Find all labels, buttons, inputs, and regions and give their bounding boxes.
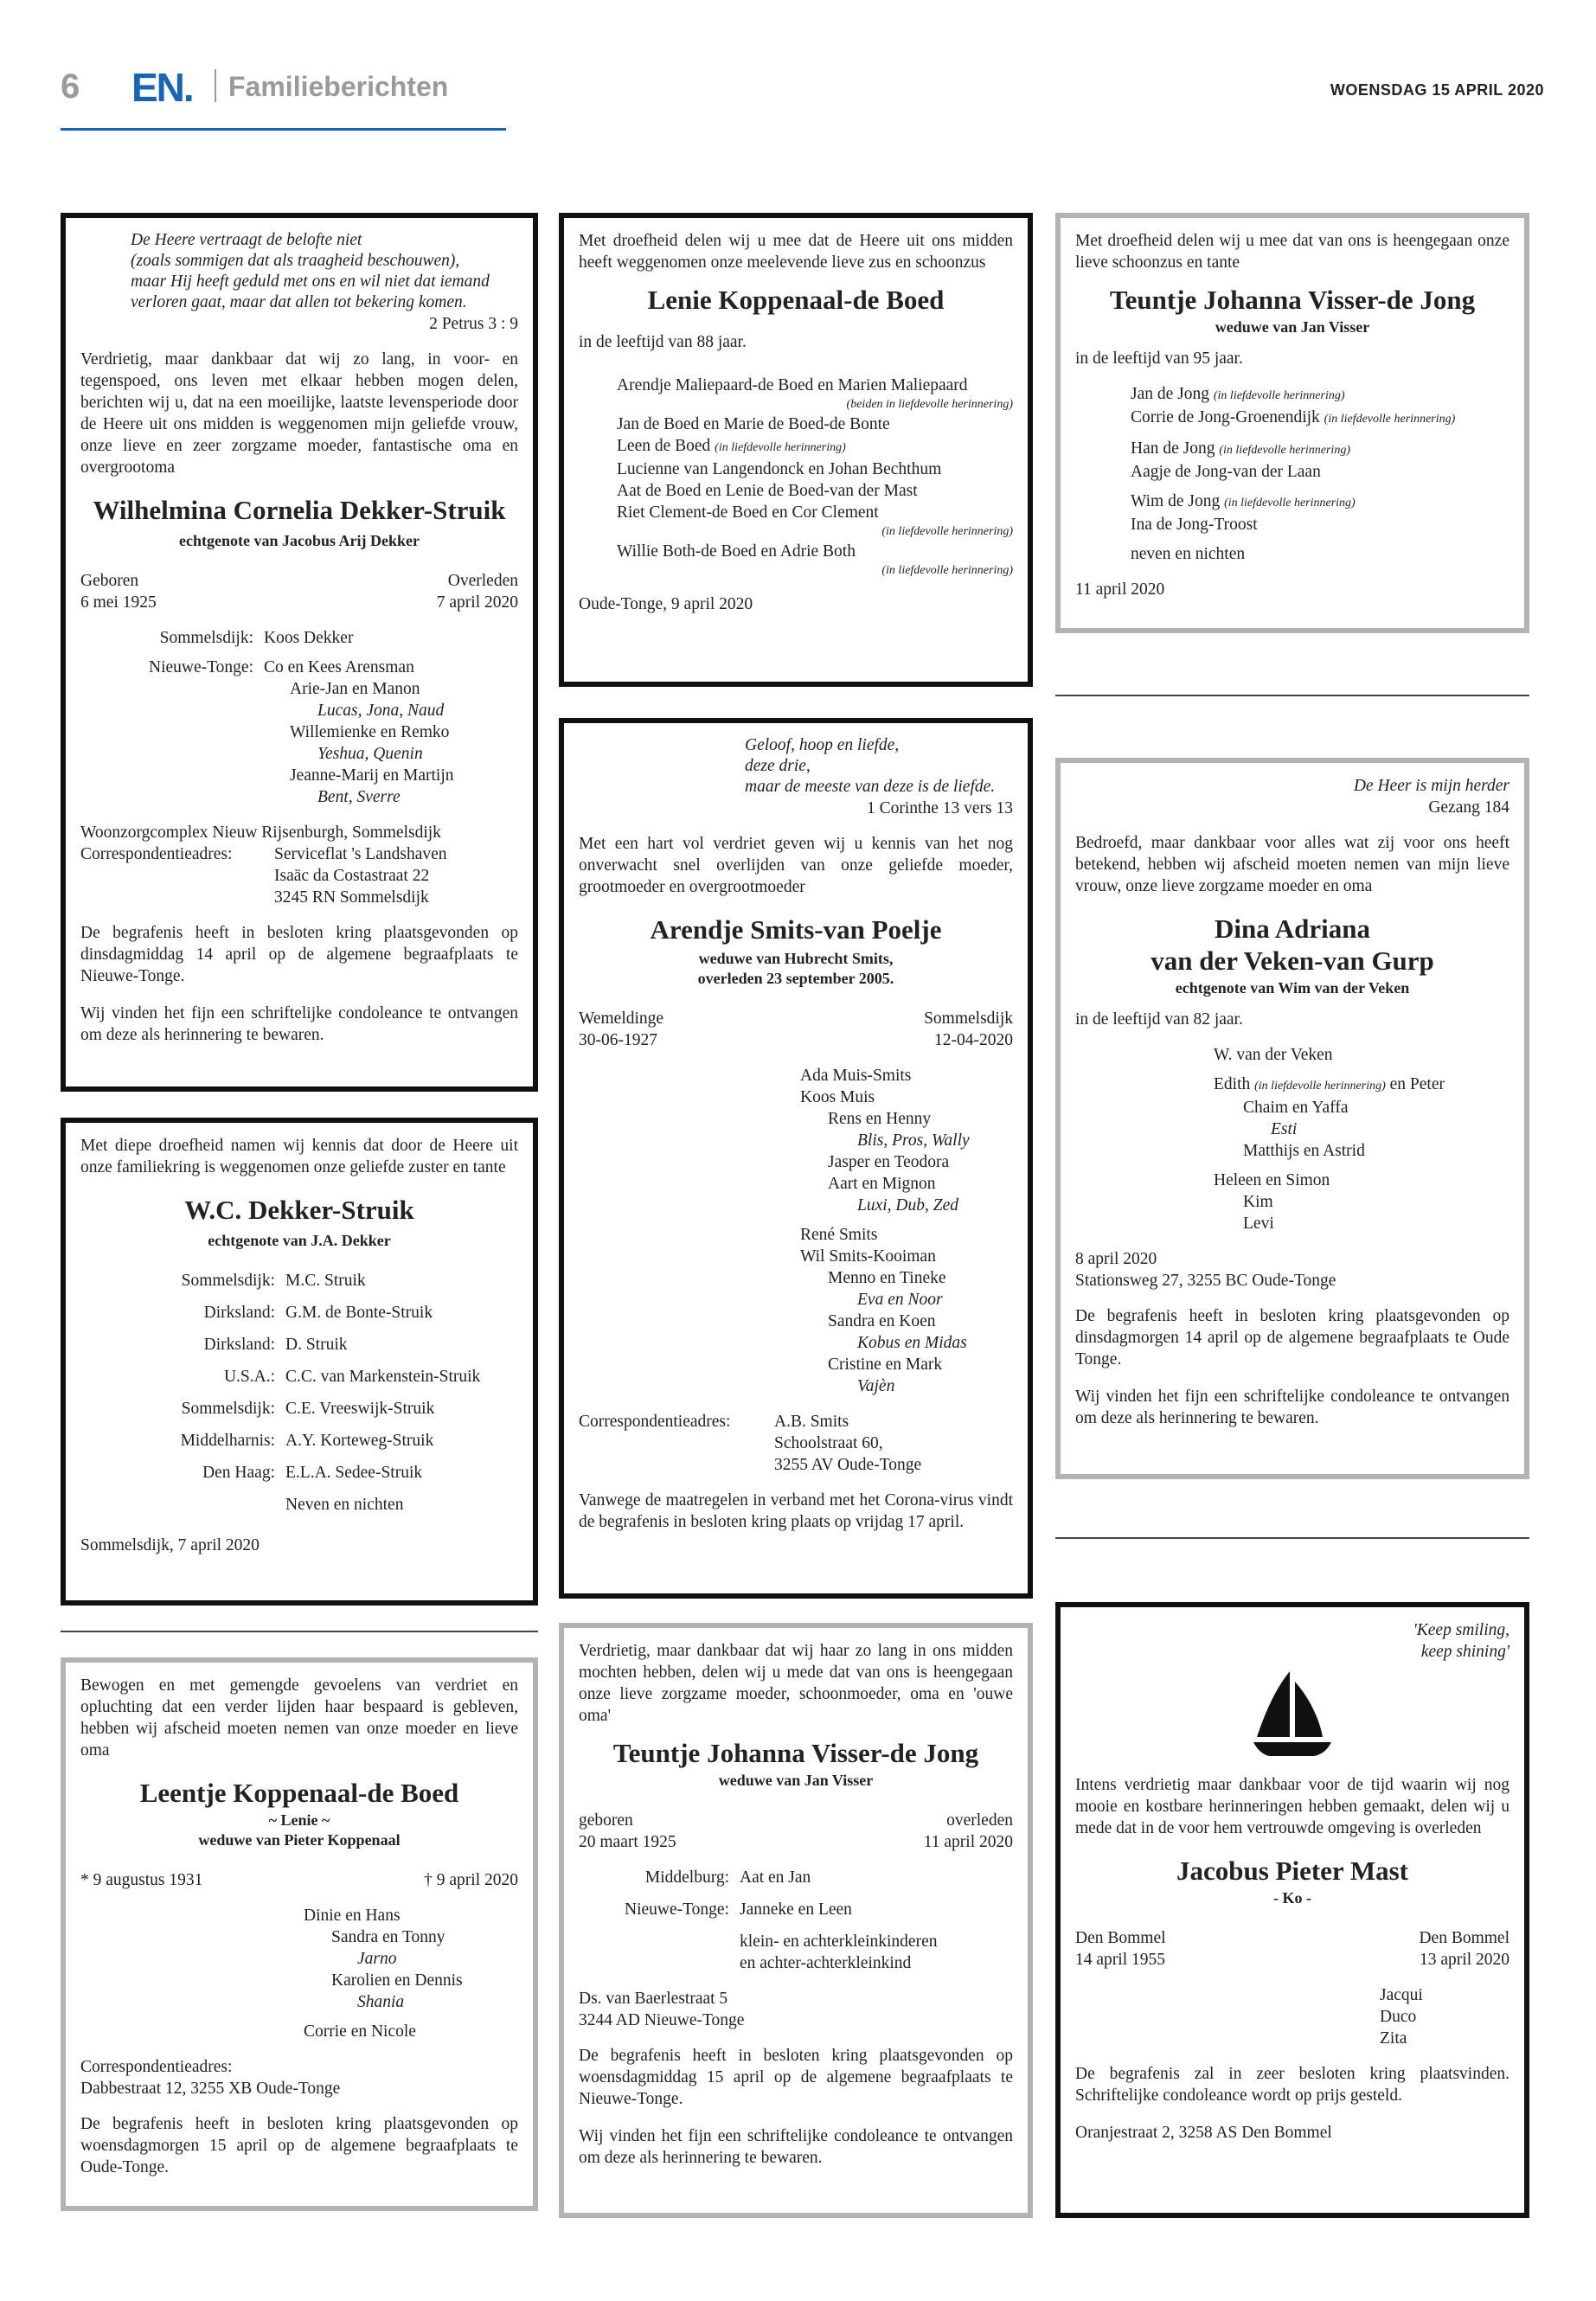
family-member: Yeshua, Quenin bbox=[317, 745, 423, 763]
spouse-line: echtgenote van J.A. Dekker bbox=[208, 1232, 391, 1249]
closing-line: Sommelsdijk, 7 april 2020 bbox=[80, 1536, 260, 1554]
family-member: Kim bbox=[1243, 1193, 1273, 1211]
deceased-surname: van der Veken-van Gurp bbox=[1151, 945, 1434, 976]
issue-date: WOENSDAG 15 APRIL 2020 bbox=[1330, 81, 1544, 99]
memorial-note: (beiden in liefdevolle herinnering) bbox=[846, 398, 1013, 411]
family-member: Bent, Sverre bbox=[317, 788, 401, 806]
address-line: 3255 AV Oude-Tonge bbox=[774, 1456, 922, 1474]
family-member bbox=[1131, 407, 1509, 430]
born-date: 14 april 1955 bbox=[1075, 1951, 1165, 1969]
quote-line: (zoals sommigen dat als traagheid beschouwen), bbox=[131, 252, 460, 270]
quote-reference: Gezang 184 bbox=[1428, 798, 1509, 817]
memorial-note: (in liefdevolle herinnering) bbox=[1254, 1080, 1386, 1093]
section-title: Familieberichten bbox=[228, 71, 449, 102]
obituary-teuntje-visser-inlaws bbox=[1055, 213, 1529, 633]
family-place: U.S.A.: bbox=[223, 1368, 275, 1386]
family-member: G.M. de Bonte-Struik bbox=[285, 1304, 433, 1322]
family-member: Luxi, Dub, Zed bbox=[857, 1196, 958, 1215]
address-line: A.B. Smits bbox=[774, 1413, 849, 1431]
sailboat-icon bbox=[1075, 1666, 1509, 1767]
family-list bbox=[1075, 1044, 1509, 1234]
family-list bbox=[80, 627, 518, 808]
family-member: Ada Muis-Smits bbox=[800, 1067, 912, 1085]
family-member: E.L.A. Sedee-Struik bbox=[285, 1464, 423, 1482]
address-line: Serviceflat 's Landshaven bbox=[274, 845, 447, 863]
correspondence-address: Dabbestraat 12, 3255 XB Oude-Tonge bbox=[80, 2080, 341, 2098]
intro-text: Bedroefd, maar dankbaar voor alles wat zij voor ons heeft betekend, hebben wij afscheid moeten nemen van mijn lieve vrouw, onze lieve zorgzame moeder en oma bbox=[1075, 834, 1509, 895]
bible-quote bbox=[579, 735, 1013, 798]
bible-quote bbox=[80, 230, 518, 313]
family-member: Chaim en Yaffa bbox=[1243, 1099, 1349, 1117]
family-member: René Smits bbox=[800, 1226, 878, 1244]
family-member: Wil Smits-Kooiman bbox=[800, 1247, 936, 1266]
quote-line: verloren gaat, maar dat allen tot bekering komen. bbox=[131, 293, 467, 311]
memorial-note: (in liefdevolle herinnering) bbox=[881, 564, 1013, 577]
died-label: overleden bbox=[946, 1811, 1013, 1830]
life-dates bbox=[80, 570, 518, 613]
family-member: Zita bbox=[1380, 2029, 1407, 2048]
page-header bbox=[61, 61, 1544, 138]
condolence-note: Wij vinden het fijn een schriftelijke condoleance te ontvangen om deze als herinnering te bewaren. bbox=[80, 1004, 518, 1044]
family-member: A.Y. Korteweg-Struik bbox=[285, 1432, 434, 1450]
born-date: 6 mei 1925 bbox=[80, 593, 157, 612]
memorial-note: (in liefdevolle herinnering) bbox=[1324, 413, 1456, 426]
died-label: Overleden bbox=[447, 572, 518, 590]
address-line: Schoolstraat 60, bbox=[774, 1434, 883, 1452]
age-line: in de leeftijd van 88 jaar. bbox=[579, 333, 747, 351]
family-member: Heleen en Simon bbox=[1214, 1171, 1330, 1189]
family-member-name: Wim de Jong bbox=[1131, 492, 1221, 510]
obituary-wilhelmina-dekker-struik bbox=[61, 213, 538, 1092]
family-member: Kobus en Midas bbox=[857, 1334, 967, 1352]
deceased-name: Lenie Koppenaal-de Boed bbox=[647, 285, 945, 315]
family-member: Lucienne van Langendonck en Johan Bechthum bbox=[617, 460, 942, 478]
newspaper-logo[interactable]: EN. bbox=[131, 65, 193, 110]
date-line: 8 april 2020 bbox=[1075, 1250, 1157, 1268]
family-member: Aagje de Jong-van der Laan bbox=[1131, 463, 1321, 481]
family-member: Aat en Jan bbox=[740, 1868, 811, 1887]
deceased-name: Dina Adriana bbox=[1214, 913, 1371, 944]
header-rule bbox=[61, 128, 506, 131]
family-member: Menno en Tineke bbox=[828, 1269, 946, 1287]
quote bbox=[1075, 1619, 1509, 1663]
intro-text: Met een hart vol verdriet geven wij u kennis van het nog onverwacht snel overlijden van onze geliefde moeder, grootmoeder en overgrootmoeder bbox=[579, 835, 1013, 896]
spouse-line: weduwe van Hubrecht Smits, bbox=[698, 950, 894, 967]
family-member: Sandra en Tonny bbox=[331, 1928, 445, 1946]
family-place: Dirksland: bbox=[203, 1336, 275, 1354]
column-separator bbox=[61, 1631, 538, 1632]
family-list bbox=[579, 1867, 1013, 1974]
obituary-wc-dekker-struik bbox=[61, 1118, 538, 1606]
quote-line: maar Hij heeft geduld met ons en wil niet dat iemand bbox=[131, 272, 490, 291]
deceased-name: Teuntje Johanna Visser-de Jong bbox=[1109, 285, 1476, 315]
family-member: Arendje Maliepaard-de Boed en Marien Maliepaard bbox=[617, 376, 968, 394]
family-list bbox=[579, 375, 1013, 580]
family-member: Koos Dekker bbox=[264, 629, 354, 647]
page-number: 6 bbox=[61, 67, 80, 106]
correspondence-label: Correspondentieadres: bbox=[579, 1413, 731, 1431]
family-place: Sommelsdijk: bbox=[181, 1400, 275, 1418]
died-date: † 9 april 2020 bbox=[424, 1871, 518, 1889]
funeral-notice: De begrafenis heeft in besloten kring plaatsgevonden op woensdagmorgen 15 april op de algemene begraafplaats te Oude-Tonge. bbox=[80, 2115, 518, 2176]
quote-line: deze drie, bbox=[745, 757, 811, 775]
quote-line: Geloof, hoop en liefde, bbox=[745, 736, 900, 754]
family-member: Duco bbox=[1380, 2008, 1417, 2026]
deceased-name: Leentje Koppenaal-de Boed bbox=[139, 1778, 459, 1808]
quote-line: De Heer is mijn herder bbox=[1353, 777, 1509, 795]
header-divider bbox=[215, 69, 216, 102]
intro-text: Met droefheid delen wij u mee dat van ons is heengegaan onze lieve schoonzus en tante bbox=[1075, 232, 1509, 272]
closing-line: Oude-Tonge, 9 april 2020 bbox=[579, 595, 753, 613]
family-place: Dirksland: bbox=[203, 1304, 275, 1322]
family-place: Den Haag: bbox=[202, 1464, 275, 1482]
condolence-note: Wij vinden het fijn een schriftelijke condoleance te ontvangen om deze als herinnering te bewaren. bbox=[579, 2127, 1013, 2167]
born-date: 30-06-1927 bbox=[579, 1031, 657, 1049]
correspondence-address bbox=[80, 843, 518, 908]
family-member: Eva en Noor bbox=[857, 1291, 943, 1309]
family-member: C.E. Vreeswijk-Struik bbox=[285, 1400, 435, 1418]
quote-line: De Heere vertraagt de belofte niet bbox=[131, 231, 362, 249]
deceased-name: Teuntje Johanna Visser-de Jong bbox=[612, 1738, 979, 1768]
quote-line: 'Keep smiling, bbox=[1413, 1621, 1509, 1639]
family-member: Levi bbox=[1243, 1215, 1274, 1233]
family-place: Nieuwe-Tonge: bbox=[148, 658, 253, 676]
family-member: Jan de Boed en Marie de Boed-de Bonte bbox=[617, 415, 890, 433]
address-line: Woonzorgcomplex Nieuw Rijsenburgh, Sommelsdijk bbox=[80, 824, 441, 842]
correspondence-label: Correspondentieadres: bbox=[80, 2058, 233, 2076]
family-member: Karolien en Dennis bbox=[331, 1971, 463, 1990]
correspondence-label: Correspondentieadres: bbox=[80, 845, 233, 863]
spouse-line: echtgenote van Wim van der Veken bbox=[1175, 979, 1410, 997]
memorial-note: (in liefdevolle herinnering) bbox=[1224, 497, 1356, 510]
intro-text: Met droefheid delen wij u mee dat de Heere uit ons midden heeft weggenomen onze meelevende lieve zus en schoonzus bbox=[579, 232, 1013, 272]
spouse-line: weduwe van Jan Visser bbox=[718, 1772, 874, 1789]
address-line: 3244 AD Nieuwe-Tonge bbox=[579, 2011, 745, 2029]
family-list bbox=[1075, 1984, 1509, 2049]
memorial-note: (in liefdevolle herinnering) bbox=[881, 525, 1013, 538]
quote-line: maar de meeste van deze is de liefde. bbox=[745, 778, 996, 796]
family-place: Middelburg: bbox=[644, 1868, 729, 1887]
family-member bbox=[617, 435, 1013, 458]
nephews-nieces: Neven en nichten bbox=[285, 1496, 404, 1514]
family-member bbox=[1131, 383, 1509, 407]
deceased-name: Arendje Smits-van Poelje bbox=[650, 914, 942, 945]
family-member bbox=[1131, 438, 1509, 461]
family-member: Aart en Mignon bbox=[828, 1175, 936, 1193]
intro-text: Verdrietig, maar dankbaar dat wij zo lang, in voor- en tegenspoed, ons leven met elkaar hebben mogen delen, berichten wij u, dat na een moeilijke, laatste levensperiode door de Heere uit ons midden is weggenomen mijn geliefde vrouw, onze lieve en zeer zorgzame moeder, fantastische oma en overgrootoma bbox=[80, 350, 518, 477]
family-member-partner: en Peter bbox=[1389, 1075, 1445, 1093]
deceased-name: W.C. Dekker-Struik bbox=[184, 1195, 414, 1225]
family-list bbox=[1075, 383, 1509, 565]
address-line: Ds. van Baerlestraat 5 bbox=[579, 1990, 728, 2008]
grandchildren-line: klein- en achterkleinkinderen bbox=[740, 1932, 938, 1951]
family-member: D. Struik bbox=[285, 1336, 348, 1354]
family-member: Arie-Jan en Manon bbox=[290, 680, 420, 698]
spouse-line: weduwe van Jan Visser bbox=[1215, 318, 1370, 336]
born-place: Wemeldinge bbox=[579, 1009, 664, 1028]
died-date: 11 april 2020 bbox=[923, 1833, 1013, 1851]
address-line: Stationsweg 27, 3255 BC Oude-Tonge bbox=[1075, 1272, 1336, 1290]
born-date: 20 maart 1925 bbox=[579, 1833, 676, 1851]
nickname: ~ Lenie ~ bbox=[268, 1811, 330, 1829]
family-member: M.C. Struik bbox=[285, 1272, 366, 1290]
obituary-leentje-koppenaal bbox=[61, 1657, 538, 2211]
obituary-arendje-smits bbox=[559, 718, 1033, 1599]
funeral-notice: De begrafenis heeft in besloten kring plaatsgevonden op dinsdagmorgen 14 april op de algemene begraafplaats te Oude Tonge. bbox=[1075, 1307, 1509, 1368]
family-member: Co en Kees Arensman bbox=[264, 658, 414, 676]
age-line: in de leeftijd van 82 jaar. bbox=[1075, 1010, 1243, 1029]
family-place: Nieuwe-Tonge: bbox=[624, 1900, 729, 1919]
family-list bbox=[80, 1905, 518, 2042]
quote-reference: 2 Petrus 3 : 9 bbox=[429, 315, 518, 333]
family-member: Aat de Boed en Lenie de Boed-van der Mast bbox=[617, 482, 918, 500]
deceased-name: Jacobus Pieter Mast bbox=[1176, 1856, 1409, 1886]
family-member: C.C. van Markenstein-Struik bbox=[285, 1368, 481, 1386]
family-place: Middelharnis: bbox=[180, 1432, 275, 1450]
family-member: Riet Clement-de Boed en Cor Clement bbox=[617, 503, 879, 522]
died-date: 12-04-2020 bbox=[934, 1031, 1013, 1049]
address-line: Isaäc da Costastraat 22 bbox=[274, 867, 430, 885]
family-member: Ina de Jong-Troost bbox=[1131, 516, 1258, 534]
quote-line: keep shining' bbox=[1420, 1643, 1509, 1661]
family-member: Koos Muis bbox=[800, 1088, 875, 1106]
deceased-name: Wilhelmina Cornelia Dekker-Struik bbox=[93, 495, 506, 525]
family-member: Blis, Pros, Wally bbox=[857, 1131, 970, 1150]
closing-line: 11 april 2020 bbox=[1075, 580, 1165, 599]
funeral-notice: De begrafenis zal in zeer besloten kring plaatsvinden. Schriftelijke condoleance wordt op prijs gesteld. bbox=[1075, 2065, 1509, 2105]
nephews-nieces: neven en nichten bbox=[1131, 545, 1246, 563]
family-member: Vajèn bbox=[857, 1377, 895, 1395]
obituary-jacobus-mast bbox=[1055, 1602, 1529, 2218]
family-member-name: Han de Jong bbox=[1131, 439, 1215, 458]
family-place: Sommelsdijk: bbox=[159, 629, 253, 647]
memorial-note: (in liefdevolle herinnering) bbox=[1213, 389, 1345, 402]
family-member: Cristine en Mark bbox=[828, 1356, 943, 1374]
life-dates bbox=[579, 1810, 1013, 1853]
family-member: Rens en Henny bbox=[828, 1110, 932, 1128]
family-member: Matthijs en Astrid bbox=[1243, 1142, 1365, 1160]
spouse-line: weduwe van Pieter Koppenaal bbox=[198, 1831, 401, 1849]
family-member: Corrie en Nicole bbox=[304, 2022, 416, 2041]
intro-text: Intens verdrietig maar dankbaar voor de tijd waarin wij nog mooie en kostbare herinneringen hebben gemaakt, delen wij u mede dat in de voor hem vertrouwde omgeving is overleden bbox=[1075, 1776, 1509, 1837]
family-member: Willie Both-de Boed en Adrie Both bbox=[617, 542, 856, 561]
family-member: Dinie en Hans bbox=[304, 1907, 401, 1925]
obituary-teuntje-visser-family bbox=[559, 1623, 1033, 2218]
memorial-note: (in liefdevolle herinnering) bbox=[715, 441, 846, 454]
quote-reference: 1 Corinthe 13 vers 13 bbox=[867, 799, 1013, 817]
funeral-notice: Vanwege de maatregelen in verband met het Corona-virus vindt de begrafenis in besloten kring plaats op vrijdag 17 april. bbox=[579, 1491, 1013, 1531]
family-member-name: Jan de Jong bbox=[1131, 385, 1209, 403]
funeral-notice: De begrafenis heeft in besloten kring plaatsgevonden op woensdagmiddag 15 april op de algemene begraafplaats te Nieuwe-Tonge. bbox=[579, 2047, 1013, 2108]
funeral-notice: De begrafenis heeft in besloten kring plaatsgevonden op dinsdagmiddag 14 april op de algemene begraafplaats te Nieuwe-Tonge. bbox=[80, 924, 518, 985]
family-member bbox=[1131, 490, 1509, 514]
family-member: Janneke en Leen bbox=[740, 1900, 852, 1919]
family-member: Sandra en Koen bbox=[828, 1312, 936, 1330]
life-dates bbox=[80, 1869, 518, 1891]
family-member-name: Edith bbox=[1214, 1075, 1251, 1093]
family-member: Jacqui bbox=[1380, 1986, 1423, 2004]
life-dates bbox=[579, 1008, 1013, 1051]
nickname: - Ko - bbox=[1273, 1889, 1311, 1907]
memorial-note: (in liefdevolle herinnering) bbox=[1219, 444, 1350, 457]
family-member bbox=[1214, 1074, 1509, 1097]
column-separator bbox=[1055, 695, 1529, 696]
died-place: Sommelsdijk bbox=[924, 1009, 1013, 1028]
died-date: 13 april 2020 bbox=[1420, 1951, 1509, 1969]
family-member: W. van der Veken bbox=[1214, 1046, 1333, 1064]
family-member-name: Corrie de Jong-Groenendijk bbox=[1131, 408, 1320, 426]
died-date: 7 april 2020 bbox=[436, 593, 518, 612]
obituary-lenie-koppenaal bbox=[559, 213, 1033, 687]
spouse-line: echtgenote van Jacobus Arij Dekker bbox=[179, 532, 420, 549]
address-line: 3245 RN Sommelsdijk bbox=[274, 888, 429, 907]
obituary-dina-van-der-veken bbox=[1055, 758, 1529, 1479]
family-member: Jeanne-Marij en Martijn bbox=[290, 766, 454, 785]
family-member: Willemienke en Remko bbox=[290, 723, 450, 741]
family-member: Jarno bbox=[357, 1950, 397, 1968]
address-line: Oranjestraat 2, 3258 AS Den Bommel bbox=[1075, 2124, 1332, 2142]
age-line: in de leeftijd van 95 jaar. bbox=[1075, 349, 1243, 368]
family-list bbox=[80, 1270, 518, 1516]
spouse-death-line: overleden 23 september 2005. bbox=[697, 970, 894, 987]
born-date: * 9 augustus 1931 bbox=[80, 1871, 203, 1889]
family-place: Sommelsdijk: bbox=[181, 1272, 275, 1290]
born-place: Den Bommel bbox=[1075, 1929, 1166, 1947]
life-dates bbox=[1075, 1927, 1509, 1971]
family-member: Shania bbox=[357, 1993, 405, 2011]
born-label: geboren bbox=[579, 1811, 633, 1830]
family-member: Esti bbox=[1271, 1120, 1298, 1138]
family-member-name: Leen de Boed bbox=[617, 437, 711, 455]
family-member: Jasper en Teodora bbox=[828, 1153, 950, 1171]
died-place: Den Bommel bbox=[1419, 1929, 1509, 1947]
grandchildren-line: en achter-achterkleinkind bbox=[740, 1954, 912, 1972]
intro-text: Bewogen en met gemengde gevoelens van verdriet en opluchting dat een verder lijden haar bespaard is gebleven, hebben wij afscheid moeten nemen van onze moeder en lieve oma bbox=[80, 1676, 518, 1759]
intro-text: Verdrietig, maar dankbaar dat wij haar zo lang in ons midden mochten hebben, delen wij u mede dat van ons is heengegaan onze lieve zorgzame moeder, schoonmoeder, oma en 'ouwe oma' bbox=[579, 1642, 1013, 1725]
address bbox=[579, 1988, 1013, 2031]
born-label: Geboren bbox=[80, 572, 139, 590]
family-list bbox=[579, 1065, 1013, 1397]
correspondence-address bbox=[579, 1411, 1013, 1476]
intro-text: Met diepe droefheid namen wij kennis dat door de Heere uit onze familiekring is weggenomen onze geliefde zuster en tante bbox=[80, 1137, 518, 1176]
condolence-note: Wij vinden het fijn een schriftelijke condoleance te ontvangen om deze als herinnering te bewaren. bbox=[1075, 1388, 1509, 1427]
column-separator bbox=[1055, 1537, 1529, 1539]
family-member: Lucas, Jona, Naud bbox=[317, 702, 445, 720]
